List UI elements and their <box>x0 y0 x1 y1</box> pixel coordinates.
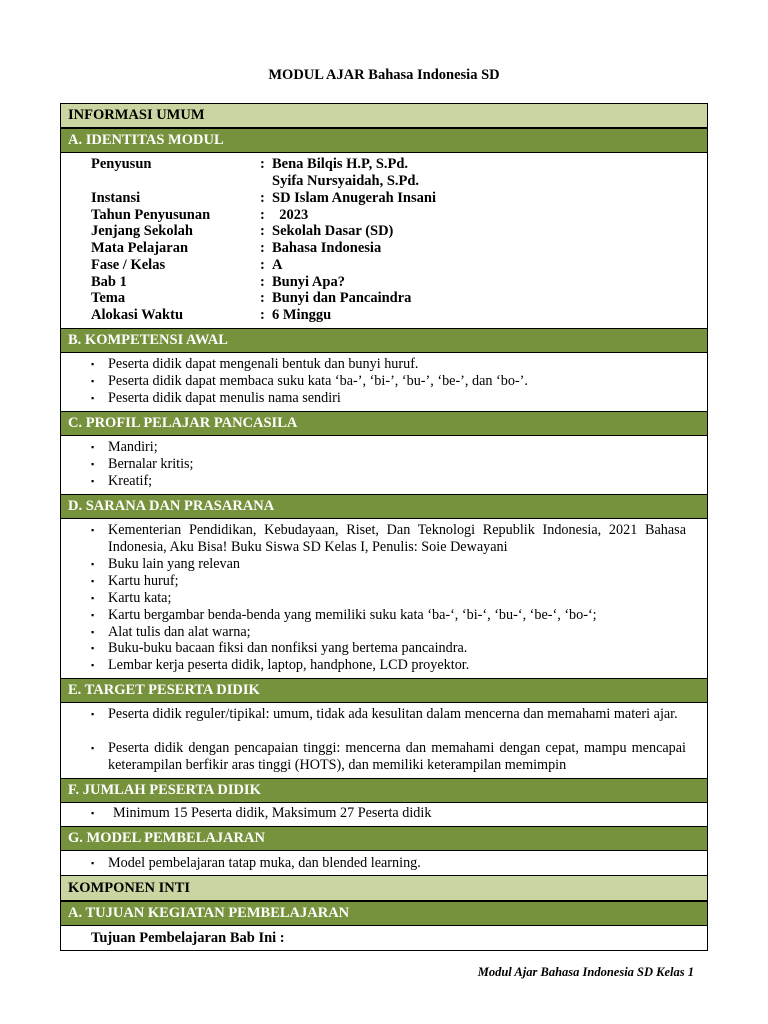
label-tahun: Tahun Penyusunan <box>91 207 211 223</box>
page-footer: Modul Ajar Bahasa Indonesia SD Kelas 1 <box>477 965 694 979</box>
label-tema: Tema <box>91 290 126 306</box>
bullet-icon: ▪ <box>91 359 95 369</box>
label-jenjang: Jenjang Sekolah <box>91 223 193 239</box>
colon: : <box>260 274 265 290</box>
section-header-target: E. TARGET PESERTA DIDIK <box>60 678 708 703</box>
label-alokasi: Alokasi Waktu <box>91 307 184 323</box>
list-item: ▪ Kartu kata; <box>91 590 172 606</box>
section-header-model: G. MODEL PEMBELAJARAN <box>60 826 708 851</box>
value-jenjang: Sekolah Dasar (SD) <box>272 223 394 239</box>
list-item: ▪ Peserta didik dapat mengenali bentuk dan bunyi huruf. <box>91 356 419 372</box>
section-header-kompetensi: B. KOMPETENSI AWAL <box>60 328 708 353</box>
section-header-jumlah: F. JUMLAH PESERTA DIDIK <box>60 778 708 803</box>
bullet-icon: ▪ <box>91 376 95 386</box>
bullet-icon: ▪ <box>91 559 95 569</box>
colon: : <box>260 290 265 306</box>
list-item: ▪ Kementerian Pendidikan, Kebudayaan, Riset, Dan Teknologi Republik Indonesia, 2021 Bahasa Indonesia, Aku Bisa! Buku Siswa SD Kelas I, Penulis: Soie Dewayani <box>91 522 686 555</box>
bullet-icon: ▪ <box>91 858 95 868</box>
bullet-icon: ▪ <box>91 576 95 586</box>
bullet-icon: ▪ <box>91 393 95 403</box>
section-header-informasi-umum: INFORMASI UMUM <box>60 103 708 128</box>
colon: : <box>260 223 265 239</box>
value-penyusun-1: Bena Bilqis H.P, S.Pd. <box>272 156 409 172</box>
value-penyusun-2: Syifa Nursyaidah, S.Pd. <box>272 173 420 189</box>
list-item: ▪ Bernalar kritis; <box>91 456 194 472</box>
section-header-sarana: D. SARANA DAN PRASARANA <box>60 494 708 519</box>
document-title: MODUL AJAR Bahasa Indonesia SD <box>268 67 500 83</box>
bullet-icon: ▪ <box>91 743 95 753</box>
value-mapel: Bahasa Indonesia <box>272 240 382 256</box>
label-penyusun: Penyusun <box>91 156 152 172</box>
list-item: ▪ Minimum 15 Peserta didik, Maksimum 27 Peserta didik <box>91 805 432 821</box>
colon: : <box>260 156 265 172</box>
list-item: ▪ Model pembelajaran tatap muka, dan blended learning. <box>91 855 421 871</box>
value-tahun: 2023 <box>272 207 309 223</box>
list-item: ▪ Kartu bergambar benda-benda yang memiliki suku kata ‘ba-‘, ‘bi-‘, ‘bu-‘, ‘be-‘, ‘bo-‘; <box>91 607 597 623</box>
bullet-icon: ▪ <box>91 476 95 486</box>
tujuan-label: Tujuan Pembelajaran Bab Ini : <box>91 930 285 946</box>
list-item: ▪ Buku lain yang relevan <box>91 556 240 572</box>
bullet-icon: ▪ <box>91 627 95 637</box>
bullet-icon: ▪ <box>91 660 95 670</box>
bullet-icon: ▪ <box>91 808 95 818</box>
label-instansi: Instansi <box>91 190 141 206</box>
colon: : <box>260 307 265 323</box>
colon: : <box>260 240 265 256</box>
list-item: ▪ Kartu huruf; <box>91 573 179 589</box>
value-bab: Bunyi Apa? <box>272 274 345 290</box>
section-header-profil: C. PROFIL PELAJAR PANCASILA <box>60 411 708 436</box>
colon: : <box>260 190 265 206</box>
value-instansi: SD Islam Anugerah Insani <box>272 190 436 206</box>
bullet-icon: ▪ <box>91 459 95 469</box>
bullet-icon: ▪ <box>91 593 95 603</box>
label-mapel: Mata Pelajaran <box>91 240 189 256</box>
section-header-komponen-inti: KOMPONEN INTI <box>60 875 708 901</box>
bullet-icon: ▪ <box>91 643 95 653</box>
value-alokasi: 6 Minggu <box>272 307 332 323</box>
bullet-icon: ▪ <box>91 525 95 535</box>
bullet-icon: ▪ <box>91 442 95 452</box>
value-tema: Bunyi dan Pancaindra <box>272 290 412 306</box>
list-item: ▪ Lembar kerja peserta didik, laptop, handphone, LCD proyektor. <box>91 657 470 673</box>
list-item: ▪ Mandiri; <box>91 439 158 455</box>
list-item: ▪ Peserta didik dapat membaca suku kata ‘ba-’, ‘bi-’, ‘bu-’, ‘be-’, dan ‘bo-’. <box>91 373 528 389</box>
list-item: ▪ Kreatif; <box>91 473 153 489</box>
colon: : <box>260 257 265 273</box>
list-item: ▪ Peserta didik reguler/tipikal: umum, tidak ada kesulitan dalam mencerna dan memahami materi ajar. <box>91 706 678 722</box>
bullet-icon: ▪ <box>91 610 95 620</box>
list-item: ▪ Peserta didik dengan pencapaian tinggi: mencerna dan memahami dengan cepat, mampu mencapai keterampilan berfikir aras tinggi (HOTS), dan memiliki keterampilan memimpin <box>91 740 686 773</box>
label-bab: Bab 1 <box>91 274 127 290</box>
list-item: ▪ Alat tulis dan alat warna; <box>91 624 251 640</box>
section-header-tujuan-kegiatan: A. TUJUAN KEGIATAN PEMBELAJARAN <box>60 901 708 926</box>
colon: : <box>260 207 265 223</box>
section-header-identitas: A. IDENTITAS MODUL <box>60 128 708 153</box>
list-item: ▪ Peserta didik dapat menulis nama sendiri <box>91 390 341 406</box>
value-fase: A <box>272 257 283 273</box>
label-fase: Fase / Kelas <box>91 257 166 273</box>
list-item: ▪ Buku-buku bacaan fiksi dan nonfiksi yang bertema pancaindra. <box>91 640 468 656</box>
bullet-icon: ▪ <box>91 709 95 719</box>
